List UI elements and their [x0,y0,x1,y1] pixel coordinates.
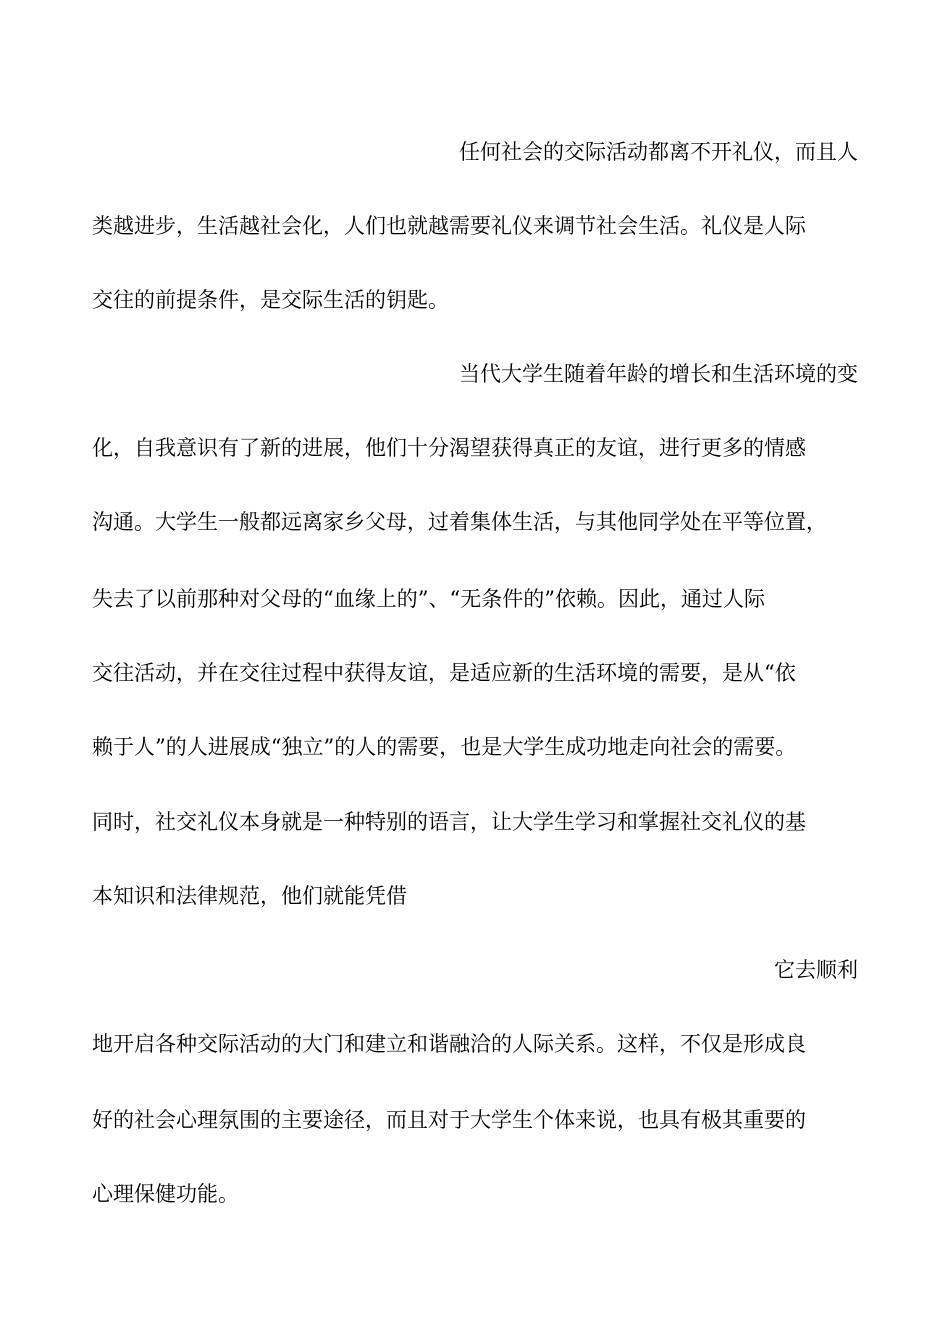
text-line: 心理保健功能。 [92,1182,239,1206]
text-line: 本知识和法律规范，他们就能凭借 [92,884,407,908]
text-line: 它去顺利 [774,958,858,982]
text-line: 好的社会心理氛围的主要途径，而且对于大学生个体来说，也具有极其重要的 [92,1108,806,1132]
text-line: 同时，社交礼仪本身就是一种特别的语言，让大学生学习和掌握社交礼仪的基 [92,810,806,834]
text-line: 化，自我意识有了新的进展，他们十分渴望获得真正的友谊，进行更多的情感 [92,436,806,460]
text-line: 交往的前提条件，是交际生活的钥匙。 [92,288,449,312]
text-line: 类越进步，生活越社会化，人们也就越需要礼仪来调节社会生活。礼仪是人际 [92,214,806,238]
text-line: 任何社会的交际活动都离不开礼仪，而且人 [459,140,858,164]
text-line: 当代大学生随着年龄的增长和生活环境的变 [459,362,858,386]
text-line: 失去了以前那种对父母的“血缘上的”、“无条件的”依赖。因此，通过人际 [92,587,765,611]
text-line: 地开启各种交际活动的大门和建立和谐融洽的人际关系。这样，不仅是形成良 [92,1032,806,1056]
text-line: 交往活动，并在交往过程中获得友谊，是适应新的生活环境的需要，是从“依 [92,661,796,685]
text-line: 沟通。大学生一般都远离家乡父母，过着集体生活，与其他同学处在平等位置， [92,510,827,534]
text-line: 赖于人”的人进展成“独立”的人的需要，也是大学生成功地走向社会的需要。 [92,735,797,759]
